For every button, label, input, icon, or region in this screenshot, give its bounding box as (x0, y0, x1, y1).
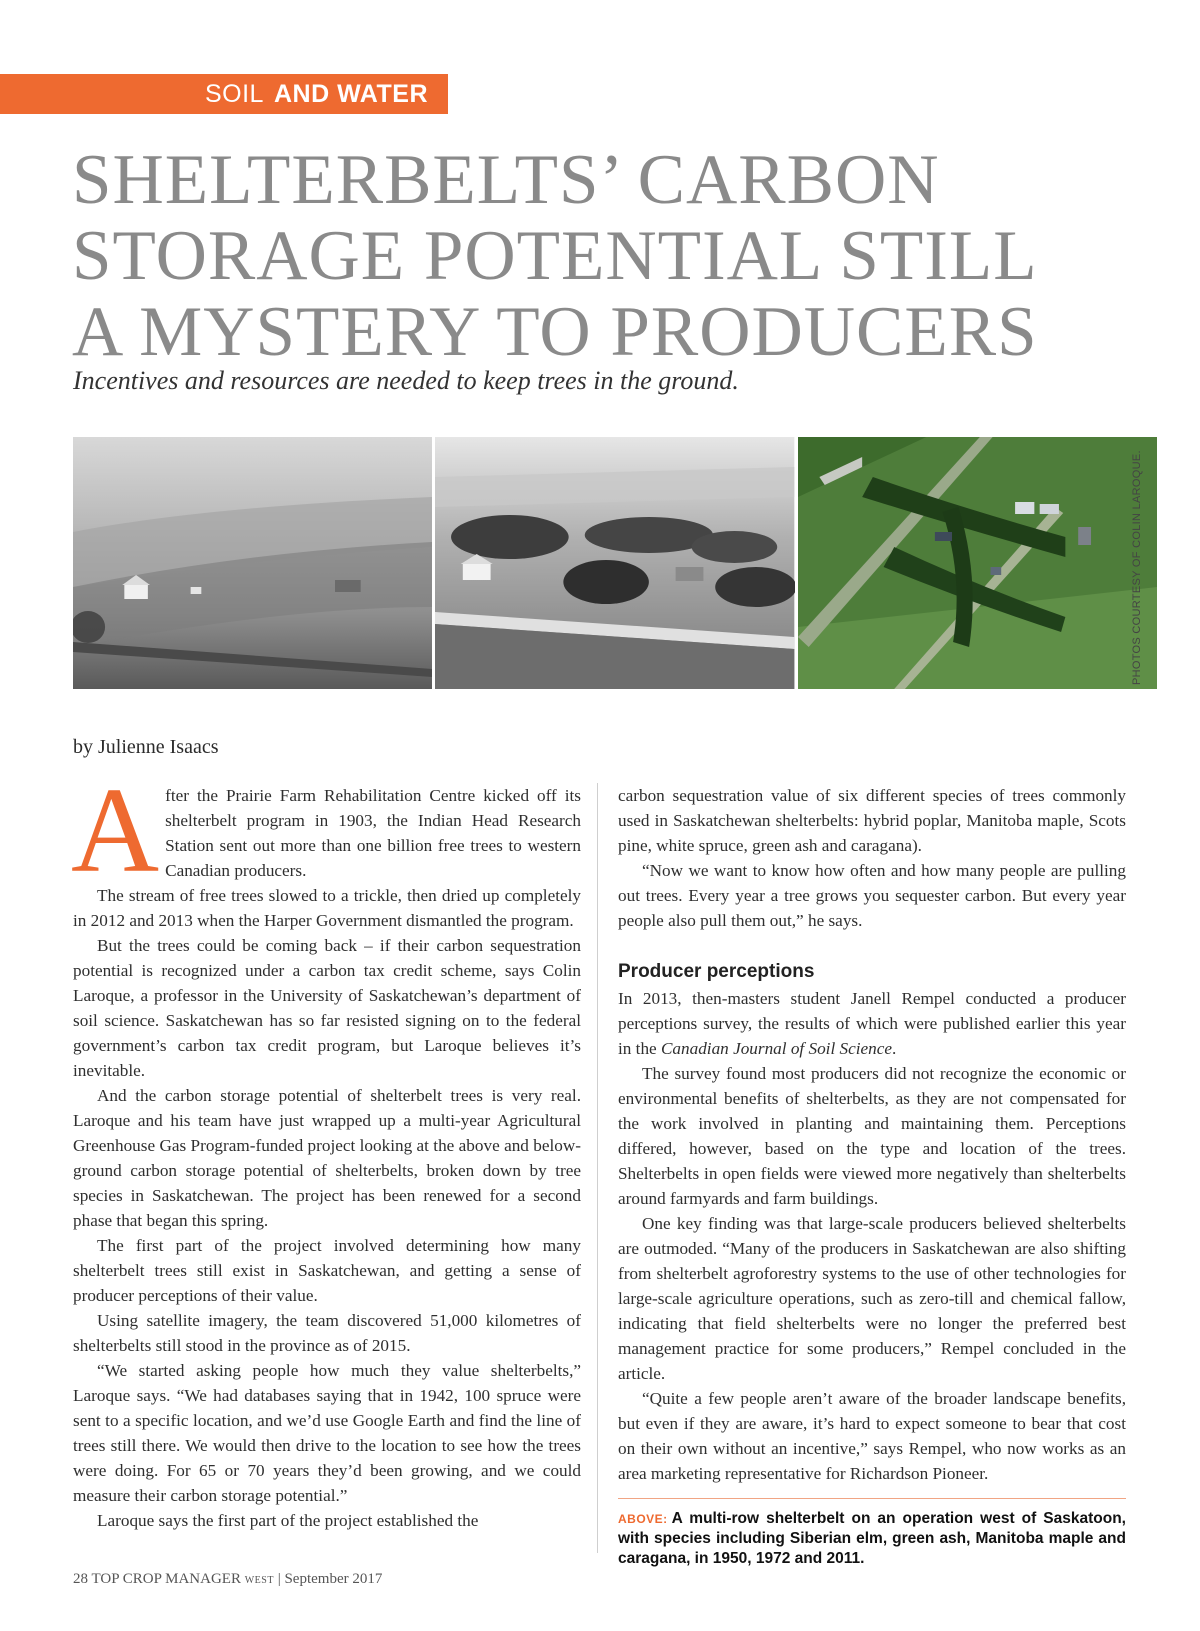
section-label-bold: AND WATER (273, 79, 428, 108)
footer-separator: | (277, 1571, 281, 1587)
paragraph: “Quite a few people aren’t aware of the broader landscape benefits, but even if they are aware, it’s hard to expect someone to bear that cost on their own without an incentive,” says Rempel, who now works as an area marketing representative for Richardson Pioneer. (618, 1389, 1126, 1483)
photo-caption (618, 1509, 1126, 1569)
paragraph (618, 986, 1126, 1061)
subheading: Producer perceptions (618, 961, 815, 982)
headline-line: SHELTERBELTS’ CARBON (72, 141, 940, 219)
photo-strip (73, 437, 1157, 689)
paragraph: carbon sequestration value of six different species of trees commonly used in Saskatchewan shelterbelts: hybrid poplar, Manitoba maple, Scots pine, white spruce, green ash and caragana). (618, 786, 1126, 855)
article-deck: Incentives and resources are needed to keep trees in the ground. (73, 366, 739, 395)
headline-line: STORAGE POTENTIAL STILL (72, 217, 1038, 295)
section-label (0, 74, 448, 114)
caption-text: A multi-row shelterbelt on an operation west of Saskatoon, with species including Siberian elm, green ash, Manitoba maple and caragana, in 1950, 1972 and 2011. (618, 1510, 1126, 1567)
photo-1972 (435, 437, 794, 689)
paragraph: “We started asking people how much they value shelterbelts,” Laroque says. “We had databases saying that in 1942, 100 spruce were sent to a specific location, and we’d use Google Earth and find the line of trees still there. We would then drive to the location to see how the trees were doing. For 65 or 70 years they’d been growing, and we could measure their carbon storage potential.” (73, 1361, 581, 1505)
survey-intro: In 2013, then-masters student Janell Rempel conducted a producer perceptions survey, the results of which were published earlier this year in the (618, 989, 1126, 1058)
photo-credit: PHOTOS COURTESY OF COLIN LAROQUE. (1131, 450, 1143, 685)
journal-title: Canadian Journal of Soil Science (660, 1039, 893, 1058)
caption-rule (618, 1498, 1126, 1499)
lead-text: fter the Prairie Farm Rehabilitation Centre kicked off its shelterbelt program in 1903, the Indian Head Research Station sent out more than one billion free trees to western Canadian producers. (165, 786, 581, 880)
issue-date: September 2017 (284, 1571, 383, 1587)
paragraph: “Now we want to know how often and how many people are pulling out trees. Every year a tree grows you sequester carbon. But every year people also pull them out,” he says. (618, 861, 1126, 930)
paragraph: The first part of the project involved determining how many shelterbelt trees still exist in Saskatchewan, and getting a sense of producer perceptions of their value. (73, 1236, 581, 1305)
paragraph: And the carbon storage potential of shelterbelt trees is very real. Laroque and his team have just wrapped up a multi-year Agricultural Greenhouse Gas Program-funded project looking at the above and below-ground carbon storage potential of shelterbelts, broken down by tree species in Saskatchewan. The project has been renewed for a second phase that began this spring. (73, 1086, 581, 1230)
byline: by Julienne Isaacs (73, 736, 219, 758)
paragraph: The stream of free trees slowed to a trickle, then dried up completely in 2012 and 2013 when the Harper Government dismantled the program. (73, 886, 581, 930)
paragraph: Laroque says the first part of the project established the (97, 1511, 479, 1530)
left-column (71, 763, 581, 1533)
column-divider (597, 783, 598, 1553)
paragraph-lead (71, 763, 581, 898)
paragraph: One key finding was that large-scale producers believed shelterbelts are outmoded. “Many of the producers in Saskatchewan are also shifting from shelterbelt agroforestry systems to the use of other technologies for large-scale agriculture operations, such as zero-till and chemical fallow, indicating that field shelterbelts were no longer the preferred best management practice for some producers,” Rempel concluded in the article. (618, 1214, 1126, 1383)
page-footer (73, 1571, 382, 1588)
magazine-name: TOP CROP MANAGER (91, 1571, 241, 1587)
page-number: 28 (73, 1571, 88, 1587)
drop-cap: A (71, 763, 160, 898)
right-column (618, 783, 1126, 1569)
article-headline (72, 142, 1152, 370)
survey-end: . (892, 1039, 897, 1058)
paragraph: Using satellite imagery, the team discovered 51,000 kilometres of shelterbelts still stood in the province as of 2015. (73, 1311, 581, 1355)
section-label-light: SOIL (204, 79, 264, 108)
magazine-edition: WEST (244, 1575, 274, 1586)
photo-2011-satellite (798, 437, 1157, 689)
caption-tag: ABOVE: (618, 1512, 668, 1526)
paragraph: The survey found most producers did not recognize the economic or environmental benefits of shelterbelts, as they are not compensated for the work involved in planting and maintaining them. Perceptions differed, however, based on the type and location of the trees. Shelterbelts in open fields were viewed more negatively than shelterbelts around farmyards and farm buildings. (618, 1064, 1126, 1208)
headline-line: A MYSTERY TO PRODUCERS (72, 293, 1038, 371)
paragraph: But the trees could be coming back – if their carbon sequestration potential is recognized under a carbon tax credit scheme, says Colin Laroque, a professor in the University of Saskatchewan’s department of soil science. Saskatchewan has so far resisted signing on to the federal government’s carbon tax credit program, but Laroque believes it’s inevitable. (73, 936, 581, 1080)
photo-1950 (73, 437, 432, 689)
